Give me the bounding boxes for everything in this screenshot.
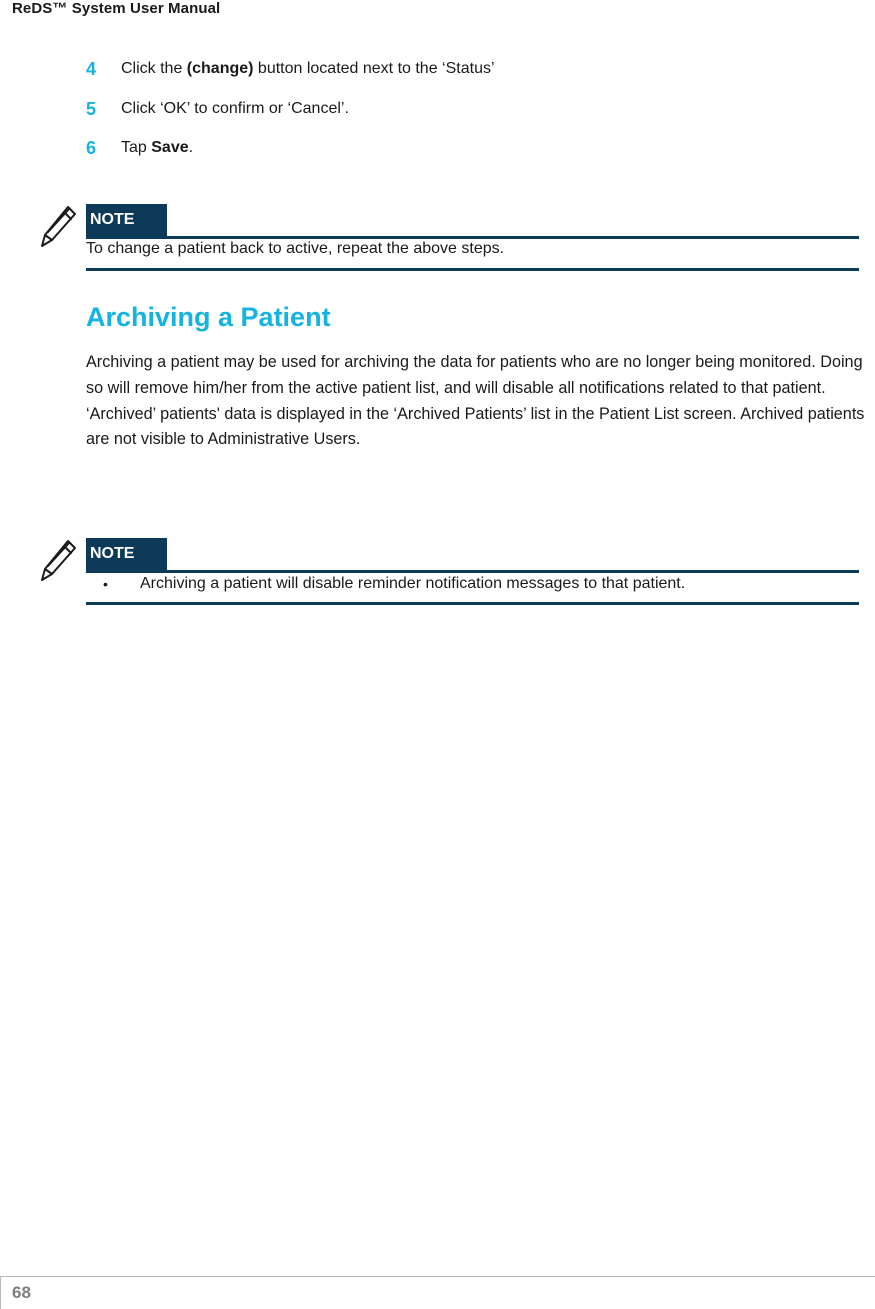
step-text: Click the (change) button located next to the ‘Status’ xyxy=(121,60,495,77)
note-top-rule xyxy=(86,570,859,573)
step-number: 5 xyxy=(86,98,97,119)
note-bottom-rule xyxy=(86,268,859,271)
note-bullet-text: Archiving a patient will disable reminder notification messages to that patient. xyxy=(140,575,686,592)
step-4 xyxy=(86,56,495,82)
note-top-rule xyxy=(86,236,859,239)
note-label: NOTE xyxy=(86,538,167,570)
note-text: To change a patient back to active, repeat the above steps. xyxy=(86,240,505,257)
step-text: Click ‘OK’ to confirm or ‘Cancel’. xyxy=(121,100,349,117)
pencil-note-icon xyxy=(38,538,78,582)
document-header-title: ReDS™ System User Manual xyxy=(12,0,221,17)
note-bullet-item xyxy=(86,575,685,593)
step-5 xyxy=(86,96,349,122)
note-label: NOTE xyxy=(86,204,167,236)
note-bottom-rule xyxy=(86,602,859,605)
pencil-note-icon xyxy=(38,204,78,248)
page-number: 68 xyxy=(12,1283,31,1302)
bullet-dot: • xyxy=(103,576,108,592)
step-6 xyxy=(86,135,193,161)
footer-divider xyxy=(0,1277,1,1309)
step-number: 6 xyxy=(86,137,97,158)
section-paragraph: Archiving a patient may be used for archiving the data for patients who are no longer being monitored. Doing so will remove him/her from the active patient list, and will disable all notifications related to that patient. ‘Archived’ patients' data is displayed in the ‘Archived Patients’ list in the Patient List screen. Archived patients are not visible to Administrative Users. xyxy=(86,353,865,449)
step-number: 4 xyxy=(86,58,97,79)
page-footer xyxy=(0,1276,875,1309)
step-text: Tap Save. xyxy=(121,139,194,156)
section-heading: Archiving a Patient xyxy=(86,302,331,332)
